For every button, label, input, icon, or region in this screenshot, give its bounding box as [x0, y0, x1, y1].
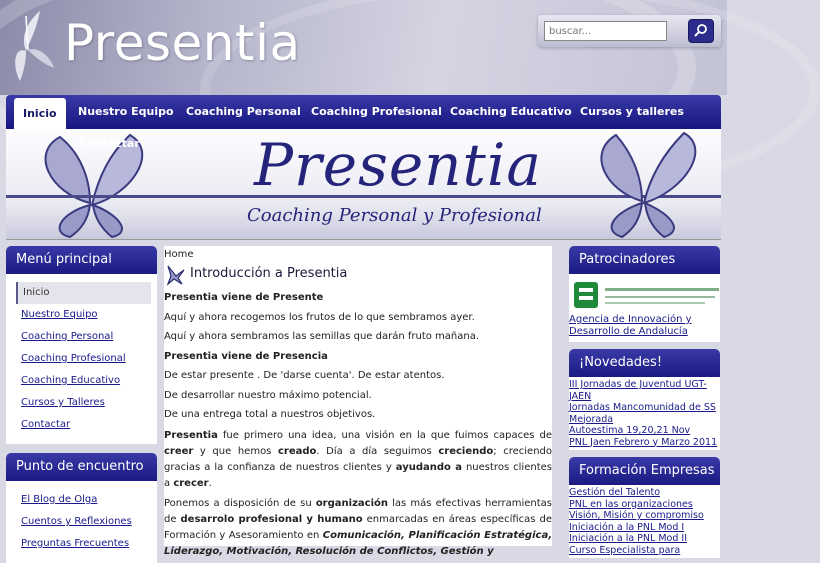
nav-item-coaching-profesional[interactable]: Coaching Profesional [311, 105, 442, 118]
training-item[interactable]: Iniciación a la PNL Mod II [569, 533, 687, 544]
meeting-point-menu [6, 481, 157, 563]
text-bold: creciendo [438, 445, 494, 457]
menu-item-inicio[interactable]: Inicio [16, 282, 151, 304]
text-bold: crecer [173, 477, 209, 489]
main-navigation [6, 95, 721, 129]
menu-item-contactar[interactable]: Contactar [21, 419, 71, 430]
nav-item-inicio[interactable]: Inicio [14, 98, 66, 129]
training-item[interactable]: Curso Especialista para [569, 544, 681, 556]
site-title[interactable]: Presentia [64, 14, 301, 72]
text-bold: ayudando a [395, 461, 462, 473]
menu-item-cursos-talleres[interactable]: Cursos y Talleres [21, 397, 105, 408]
training-item[interactable]: Gestión del Talento [569, 487, 661, 498]
search-icon [689, 20, 713, 42]
main-menu-title: Menú principal [6, 246, 157, 274]
text: . [208, 477, 212, 489]
paragraph: De una entrega total a nuestros objetivos. [164, 409, 376, 420]
text-bold-italic: Comunicación, Planificación Estratégica, Liderazgo, Motivación, Resolución de Conflictos, Gestión y [164, 529, 552, 557]
text-bold: creado [277, 445, 317, 457]
breadcrumb[interactable]: Home [164, 249, 194, 260]
news-item[interactable]: Autoestima 19,20,21 Nov [569, 425, 691, 436]
text-bold: desarrolo profesional y humano [180, 513, 363, 525]
butterfly-bullet-icon [164, 264, 186, 286]
sidebar-spacer [569, 450, 720, 457]
nav-item-contactar[interactable]: Contactar [79, 137, 140, 150]
menu-item-coaching-educativo[interactable]: Coaching Educativo [21, 375, 121, 386]
training-item[interactable]: PNL en las organizaciones [569, 498, 693, 510]
paragraph-vision [164, 428, 552, 492]
text-bold: Presentia [164, 429, 218, 441]
menu-item-preguntas[interactable]: Preguntas Frecuentes [21, 538, 130, 549]
training-title: Formación Empresas [569, 457, 720, 485]
training-item[interactable]: Visión, Misión y compromiso [569, 510, 704, 521]
text: fue primero una idea, una visión en la que fuimos capaces de [217, 429, 552, 441]
text: enmarcadas en áreas específicas de Formación y Asesoramiento en [164, 513, 553, 541]
training-item[interactable]: Iniciación a la PNL Mod I [569, 521, 685, 533]
search-box [538, 15, 721, 47]
training-box [569, 485, 720, 558]
site-header [0, 0, 727, 95]
meeting-point-title: Punto de encuentro [6, 453, 157, 481]
butterfly-right-icon [566, 131, 716, 237]
news-item[interactable]: Jornadas Mancomunidad de SS Mejorada [569, 402, 716, 425]
right-sidebar [569, 246, 720, 558]
menu-item-cuentos[interactable]: Cuentos y Reflexiones [21, 516, 132, 527]
nav-item-coaching-educativo[interactable]: Coaching Educativo [450, 105, 572, 118]
text: nuestros clientes a [164, 461, 552, 489]
sponsors-title: Patrocinadores [569, 246, 720, 274]
text: las más efectivas herramientas de [164, 497, 552, 525]
banner-subtitle: Coaching Personal y Profesional [247, 205, 542, 226]
article-body [164, 288, 552, 560]
text-bold: creer [164, 445, 194, 457]
nav-item-nuestro-equipo[interactable]: Nuestro Equipo [78, 105, 174, 118]
menu-item-coaching-profesional[interactable]: Coaching Profesional [21, 353, 126, 364]
article-title: Introducción a Presentia [190, 266, 348, 281]
text: Ponemos a disposición de su [164, 497, 316, 509]
news-title: ¡Novedades! [569, 349, 720, 377]
search-button[interactable] [688, 19, 714, 43]
main-menu [6, 274, 157, 444]
sponsors-box [569, 274, 720, 342]
paragraph: Aquí y ahora sembramos las semillas que darán fruto mañana. [164, 331, 480, 342]
sidebar-spacer [569, 342, 720, 349]
sponsor-logo[interactable] [569, 280, 720, 314]
menu-item-nuestro-equipo[interactable]: Nuestro Equipo [21, 309, 98, 320]
menu-item-blog[interactable]: El Blog de Olga [21, 494, 98, 505]
heading-presente: Presentia viene de Presente [164, 292, 324, 303]
menu-item-coaching-personal[interactable]: Coaching Personal [21, 331, 114, 342]
butterfly-logo-icon[interactable] [10, 6, 62, 86]
paragraph: Aquí y ahora recogemos los frutos de lo que sembramos ayer. [164, 311, 475, 323]
left-sidebar [6, 246, 157, 563]
paragraph: De desarrollar nuestro máximo potencial. [164, 389, 372, 401]
paragraph-services [164, 496, 552, 560]
text: y que hemos [193, 445, 278, 457]
news-item[interactable]: PNL Jaen Febrero y Marzo 2011 [569, 436, 718, 448]
news-item[interactable]: III Jornadas de Juventud UGT-JAEN [569, 379, 707, 402]
banner-title: Presentia [254, 131, 542, 199]
main-content [164, 246, 553, 557]
news-box [569, 377, 720, 450]
text-bold: organización [315, 497, 388, 509]
junta-andalucia-logo-icon [571, 280, 601, 312]
nav-item-cursos-talleres[interactable]: Cursos y talleres [580, 105, 684, 118]
heading-presencia: Presentia viene de Presencia [164, 350, 328, 362]
paragraph: De estar presente . De 'darse cuenta'. De estar atentos. [164, 370, 445, 381]
search-input[interactable] [544, 21, 667, 41]
nav-item-coaching-personal[interactable]: Coaching Personal [186, 105, 301, 118]
sponsor-link[interactable]: Agencia de Innovación y Desarrollo de Andalucía [569, 314, 692, 337]
sidebar-spacer [6, 444, 157, 453]
sponsor-logo-text [605, 284, 721, 310]
text: . Día a día seguimos [316, 445, 439, 457]
text: ; creciendo gracias a la confianza de nuestros clientes y [164, 445, 552, 473]
